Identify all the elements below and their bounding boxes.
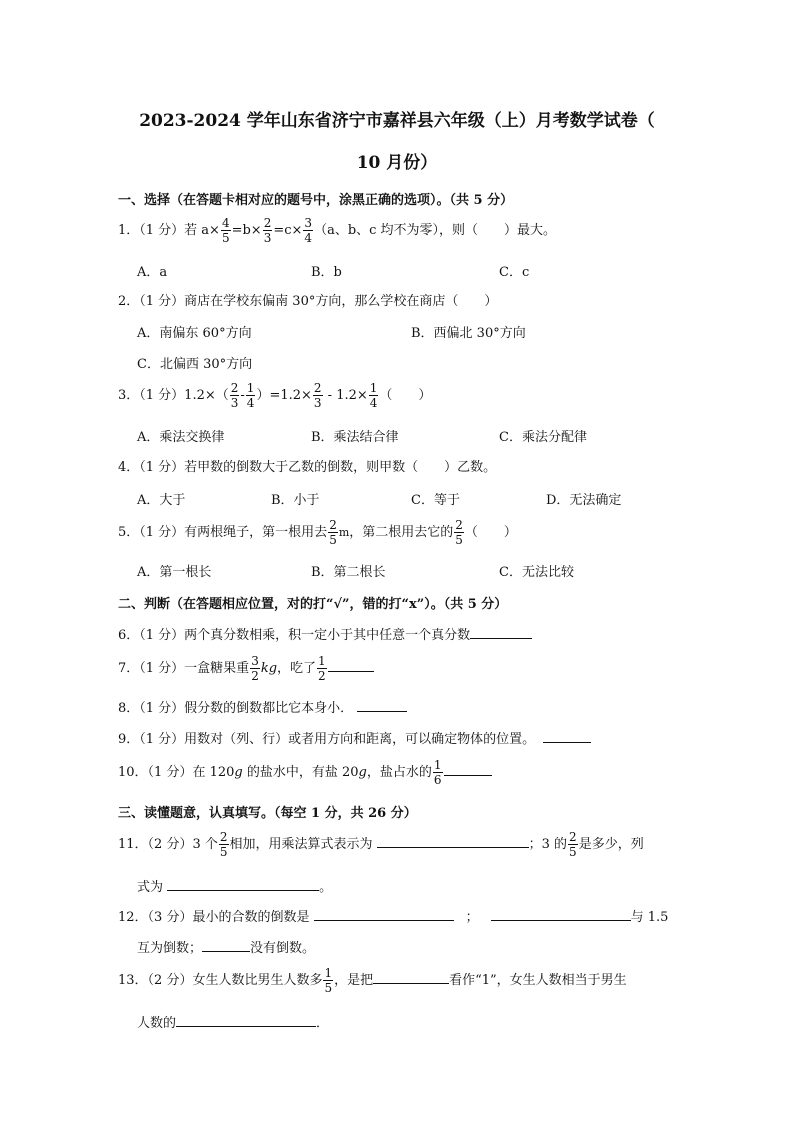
q3-fraction-1: $\frac{2}{3}$ [230,381,239,410]
q12-answer-blank-1[interactable] [314,908,454,921]
question-2: 2．（1 分）商店在学校东偏南 30°方向，那么学校在商店（ ） [118,294,498,309]
q5-option-c[interactable]: C．无法比较 [499,565,574,580]
q9-answer-blank[interactable] [543,730,591,743]
question-1 [118,216,556,245]
q12-text-post: 与 1.5 [630,910,669,925]
exam-title-line1: 2023-2024 学年山东省济宁市嘉祥县六年级（上）月考数学试卷（ [139,111,655,131]
q10-answer-blank[interactable] [444,763,492,776]
q4-option-a[interactable]: A．大于 [137,493,186,508]
section-2-heading: 二、判断（在答题相应位置，对的打“√”，错的打“x”）。（共 5 分） [118,597,508,612]
question-5 [118,518,517,547]
question-7 [118,654,374,683]
question-12-line2 [137,937,315,956]
q1-fraction-1: $\frac{4}{5}$ [221,216,230,245]
q10-text-mid2: ，盐占水的 [366,765,432,780]
q5-text-pre: 5．（1 分）有两根绳子，第一根用去 [118,525,328,540]
q11-line2-text: 式为 [137,880,168,895]
q1-option-c[interactable]: C．c [499,265,530,280]
q12-answer-blank-2[interactable] [491,908,631,921]
q8-answer-blank[interactable] [357,699,407,712]
q10-text-mid: 的盐水中，有盐 20 [242,765,359,780]
q11-text-mid2: ；3 的 [528,837,568,852]
q12-line2-pre: 互为倒数； [137,941,203,956]
question-12 [118,906,668,925]
question-9 [118,728,591,747]
q7-fraction-1: $\frac{3}{2}$ [251,654,259,683]
q7-text-pre: 7．（1 分）一盒糖果重 [118,661,250,676]
q3-fraction-4: $\frac{1}{4}$ [369,381,378,410]
q10-fraction-1: $\frac{1}{6}$ [433,758,442,787]
q7-fraction-2: $\frac{1}{2}$ [318,654,326,683]
q3-option-a[interactable]: A．乘法交换律 [137,430,225,445]
q13-answer-blank-1[interactable] [373,971,449,984]
q8-text: 8．（1 分）假分数的倒数都比它本身小． [118,701,354,716]
q3-fraction-3: $\frac{2}{3}$ [313,381,322,410]
q3-text-mid: ）=1.2× [256,388,312,403]
q11-line2-end: 。 [319,880,333,895]
q3-text-post: （ ） [379,388,432,403]
question-6 [118,624,532,643]
q13-fraction-1: $\frac{1}{5}$ [324,966,333,995]
question-13-line2 [137,1012,329,1031]
q3-option-c[interactable]: C．乘法分配律 [499,430,587,445]
q12-text-mid: ； [465,910,479,925]
q2-option-a[interactable]: A．南偏东 60°方向 [137,326,252,341]
q5-option-b[interactable]: B．第二根长 [311,565,386,580]
question-4: 4．（1 分）若甲数的倒数大于乙数的倒数，则甲数（ ）乙数。 [118,460,497,475]
q11-text-pre: 11．（2 分）3 个 [118,837,218,852]
q9-text: 9．（1 分）用数对（列、行）或者用方向和距离，可以确定物体的位置。 [118,732,536,747]
q5-text-mid: ，第二根用去它的 [349,525,454,540]
q5-options [137,561,697,579]
q5-fraction-1: $\frac{2}{5}$ [329,518,337,547]
q7-text-mid: ，吃了 [277,661,317,676]
q4-option-d[interactable]: D．无法确定 [546,493,622,508]
q1-option-a[interactable]: A．a [137,265,168,280]
q2-options-row1 [137,322,697,340]
q13-text-pre: 13．（2 分）女生人数比男生人数多 [118,973,323,988]
q5-fraction-2: $\frac{2}{5}$ [455,518,463,547]
q11-text-mid: 相加，用乘法算式表示为 [229,837,377,852]
q13-line2-end: ． [316,1016,330,1031]
q10-text-pre: 10．（1 分）在 120 [118,765,235,780]
q11-answer-blank-1[interactable] [377,835,529,848]
q1-fraction-2: $\frac{2}{3}$ [263,216,272,245]
q13-line2-pre: 人数的 [137,1016,177,1031]
q1-option-b[interactable]: B．b [311,265,342,280]
q2-options-row2 [137,353,697,371]
q7-unit: kg [260,661,278,676]
question-10 [118,758,492,787]
q3-text-pre: 3．（1 分）1.2×（ [118,388,229,403]
q1-options [137,261,697,279]
question-11-line2 [137,876,332,895]
q10-unit-1: g [234,765,243,780]
q1-text-post: （a、b、c 均不为零），则（ ）最大。 [314,223,557,238]
q6-answer-blank[interactable] [470,626,532,639]
q5-unit: m [338,526,350,539]
q5-option-a[interactable]: A．第一根长 [137,565,212,580]
q4-options [137,489,697,507]
q1-text-mid1: =b× [231,223,262,238]
q1-text-pre: 1．（1 分）若 a× [118,223,220,238]
question-3 [118,381,431,410]
q7-answer-blank[interactable] [328,659,374,672]
exam-title-line2: 10 月份） [356,153,438,173]
question-8 [118,697,407,716]
q1-text-mid2: =c× [273,223,303,238]
q11-fraction-1: $\frac{2}{5}$ [219,830,228,859]
q2-option-b[interactable]: B．西偏北 30°方向 [411,326,526,341]
q11-answer-blank-2[interactable] [167,878,319,891]
q3-text-mid2: - 1.2× [323,388,368,403]
q3-minus: - [240,388,245,403]
q3-option-b[interactable]: B．乘法结合律 [311,430,399,445]
section-3-heading: 三、读懂题意，认真填写。（每空 1 分，共 26 分） [118,806,417,821]
q1-fraction-3: $\frac{3}{4}$ [304,216,313,245]
section-1-heading: 一、选择（在答题卡相对应的题号中，涂黑正确的选项）。（共 5 分） [118,193,514,208]
q4-option-b[interactable]: B．小于 [271,493,320,508]
q3-options [137,426,697,444]
q4-option-c[interactable]: C．等于 [411,493,460,508]
question-13 [118,966,627,995]
q13-answer-blank-2[interactable] [176,1014,316,1027]
q11-text-post: 是多少，列 [578,837,644,852]
q12-text-pre: 12．（3 分）最小的合数的倒数是 [118,910,314,925]
q12-answer-blank-3[interactable] [202,939,250,952]
q6-text: 6．（1 分）两个真分数相乘，积一定小于其中任意一个真分数 [118,628,471,643]
q11-fraction-2: $\frac{2}{5}$ [569,830,577,859]
q13-text-post: 看作“1”，女生人数相当于男生 [449,973,627,988]
q2-option-c[interactable]: C．北偏西 30°方向 [137,357,253,372]
question-11 [118,830,644,859]
q10-unit-2: g [358,765,367,780]
q13-text-mid: ，是把 [334,973,374,988]
q3-fraction-2: $\frac{1}{4}$ [246,381,255,410]
q5-text-post: （ ） [464,525,517,540]
q12-line2-post: 没有倒数。 [250,941,316,956]
